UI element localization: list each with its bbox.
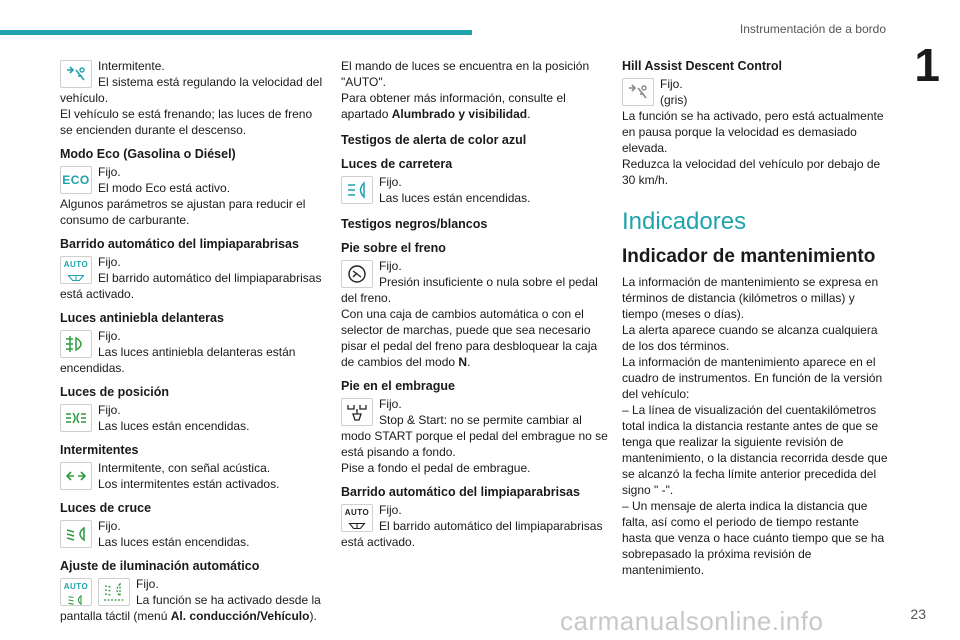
- high-beam-entry: Fijo. Las luces están encendidas.: [341, 174, 609, 206]
- front-fog-light-icon: [60, 330, 92, 358]
- position-light-icon: [60, 404, 92, 432]
- clutch-entry: Fijo. Stop & Start: no se permite cambiar al modo START porque el pedal del embrague no se está pisando a fondo.: [341, 397, 608, 459]
- auto-wiper-icon: AUTO: [60, 256, 92, 284]
- wiper2-title: Barrido automático del limpiaparabrisas: [341, 485, 580, 499]
- chapter-number: 1: [914, 39, 940, 91]
- foot-on-clutch-icon: [341, 398, 373, 426]
- section-title: Instrumentación de a bordo: [739, 22, 886, 36]
- indicators-entry: Intermitente, con señal acústica. Los intermitentes están activados.: [60, 460, 328, 492]
- hill-title: Hill Assist Descent Control: [622, 59, 782, 73]
- autolight-title: Ajuste de iluminación automático: [60, 559, 260, 573]
- watermark: carmanualsonline.info: [560, 606, 824, 636]
- position-title: Luces de posición: [60, 385, 170, 399]
- blue-warnings-title: Testigos de alerta de color azul: [341, 133, 527, 147]
- auto-wiper-black-icon: AUTO: [341, 504, 373, 532]
- wiper2-entry: AUTO Fijo. El barrido automático del limpiaparabrisas está activado.: [341, 503, 603, 549]
- auto-lighting-dashed-icon: [98, 578, 130, 606]
- main-beam-icon: [341, 176, 373, 204]
- fog-title: Luces antiniebla delanteras: [60, 311, 224, 325]
- clutch-title: Pie en el embrague: [341, 379, 455, 393]
- dipped-entry: Fijo. Las luces están encendidas.: [60, 518, 328, 550]
- hill-descent-grey-icon: [622, 78, 654, 106]
- indicadores-heading: Indicadores: [622, 208, 747, 235]
- column-2: El mando de luces se encuentra en la posición "AUTO". Para obtener más información, consulte el apartado Alumbrado y visibilidad. Testigos de alerta de color azul Luces de carretera Fijo. Las luces están encendidas. Testigos negros/blancos Pie sobre el freno Fijo. Presión insuficiente o nula sobre el pedal del freno. Con una caja de cambios automática o con el selector de marchas, puede que sea necesario pisar el pedal del freno para desbloquear la caja de cambios del modo N. Pie en el embrague Fijo. Stop & Start: no se permite cambiar al modo START porque el pedal del embrague no se está pisando a fondo. Pise a fondo el pedal de embrague. Barrido automático del limpiaparabrisas AUTO Fijo. El barrido automático del limpiaparabrisas está activado.: [341, 59, 608, 549]
- maintenance-heading: Indicador de mantenimiento: [622, 246, 876, 267]
- turn-signal-icon: [60, 462, 92, 490]
- position-entry: Fijo. Las luces están encendidas.: [60, 402, 328, 434]
- wiper-entry: AUTO Fijo. El barrido automático del limpiaparabrisas está activado.: [60, 255, 322, 301]
- brake-title: Pie sobre el freno: [341, 241, 446, 255]
- eco-entry: ECO Fijo. El modo Eco está activo.: [60, 164, 328, 196]
- wiper-title: Barrido automático del limpiaparabrisas: [60, 237, 299, 251]
- dipped-beam-icon: [60, 520, 92, 548]
- hill-entry: Fijo. (gris): [622, 76, 890, 108]
- column-3: Hill Assist Descent Control Fijo. (gris) La función se ha activado, pero está actualmente en pausa porque la velocidad es demasiado elevada. Reduzca la velocidad del vehículo por debajo de 30 km/h. Indicadores Indicador de mantenimiento La información de mantenimiento se expresa en términos de distancia (kilómetros o millas) y tiempo (meses o días). La alerta aparece cuando se alcanza cualquiera de los dos términos. La información de mantenimiento aparece en el cuadro de instrumentos. En función de la versión del vehículo: – La línea de visualización del cuentakilómetros total indica la distancia restante antes de que se tenga que realizar la siguiente revisión de mantenimiento, o la distancia recorrida desde que se alcanzó la fecha límite anterior precedida del signo " -". – Un mensaje de alerta indica la distancia que falta, así como el periodo de tiempo restante hasta que venza o hace cuánto tiempo que se ha sobrepasado la próxima revisión de mantenimiento.: [622, 58, 890, 578]
- fog-entry: Fijo. Las luces antiniebla delanteras están encendidas.: [60, 329, 296, 375]
- brake-entry: Fijo. Presión insuficiente o nula sobre el pedal del freno.: [341, 259, 598, 305]
- high-beam-title: Luces de carretera: [341, 157, 453, 171]
- autolight-entry: AUTO Fijo. La función se ha activado desde la pantalla táctil (menú Al. conducción/Vehículo).: [60, 577, 321, 623]
- dipped-title: Luces de cruce: [60, 501, 152, 515]
- page-number: 23: [910, 606, 926, 622]
- descent-entry: Intermitente. El sistema está regulando la velocidad del vehículo.: [60, 59, 323, 105]
- auto-lighting-icon: AUTO: [60, 578, 92, 606]
- hill-descent-green-icon: [60, 60, 92, 88]
- header-accent-bar: [0, 30, 472, 35]
- indicators-title: Intermitentes: [60, 443, 139, 457]
- eco-icon: ECO: [60, 166, 92, 194]
- eco-title: Modo Eco (Gasolina o Diésel): [60, 147, 236, 161]
- column-1: Intermitente. El sistema está regulando la velocidad del vehículo. El vehículo se está frenando; las luces de freno se encienden durante el descenso. Modo Eco (Gasolina o Diésel) ECO Fijo. El modo Eco está activo. Algunos parámetros se ajustan para reducir el consumo de carburante. Barrido automático del limpiaparabrisas AUTO Fijo. El barrido automático del limpiaparabrisas está activado. Luces antiniebla delanteras Fijo. Las luces antiniebla delanteras están encendidas. Luces de posición Fijo. Las luces están encendidas. Intermitentes Intermitente, con señal acústica. Los intermitentes están activados. Luces de cruce Fijo. Las luces están encendidas. Ajuste de iluminación automático AUTO Fijo. La función se ha activado desde la pantalla táctil (menú Al. conducción/Vehículo).: [60, 58, 328, 624]
- foot-on-brake-icon: [341, 260, 373, 288]
- black-warnings-title: Testigos negros/blancos: [341, 217, 488, 231]
